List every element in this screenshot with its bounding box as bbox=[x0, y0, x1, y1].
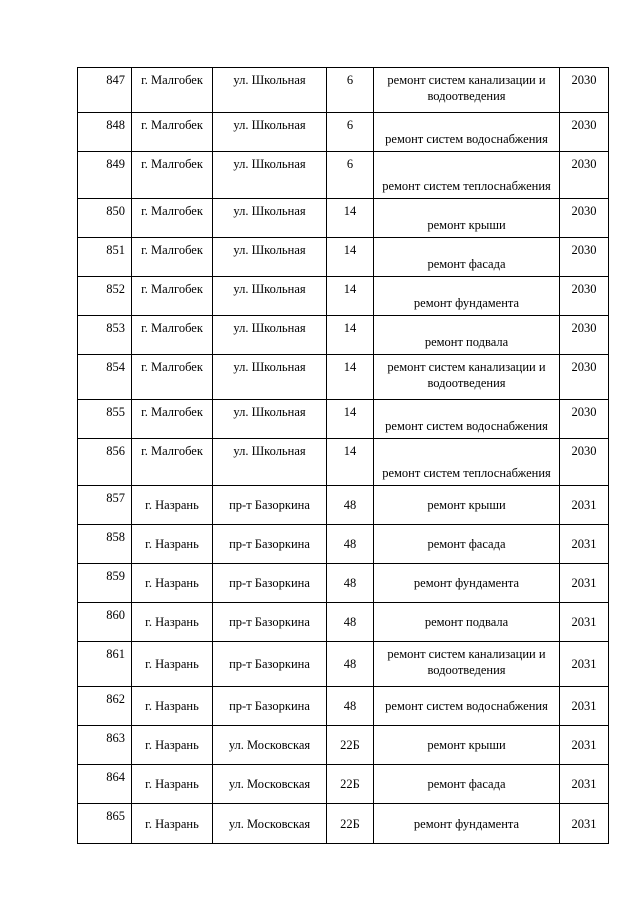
cell-house: 48 bbox=[327, 603, 374, 642]
cell-year: 2030 bbox=[560, 68, 609, 113]
cell-work: ремонт систем теплоснабжения bbox=[374, 439, 560, 486]
cell-number: 857 bbox=[78, 486, 132, 525]
cell-house: 14 bbox=[327, 439, 374, 486]
cell-work: ремонт фасада bbox=[374, 765, 560, 804]
cell-work: ремонт систем водоснабжения bbox=[374, 400, 560, 439]
cell-city: г. Малгобек bbox=[132, 238, 213, 277]
table-row bbox=[78, 400, 609, 439]
cell-work: ремонт крыши bbox=[374, 199, 560, 238]
cell-year: 2031 bbox=[560, 525, 609, 564]
table-row bbox=[78, 439, 609, 486]
table-row bbox=[78, 765, 609, 804]
cell-number: 865 bbox=[78, 804, 132, 844]
cell-year: 2031 bbox=[560, 687, 609, 726]
cell-year: 2030 bbox=[560, 316, 609, 355]
cell-work: ремонт подвала bbox=[374, 316, 560, 355]
cell-city: г. Малгобек bbox=[132, 355, 213, 400]
cell-work: ремонт систем теплоснабжения bbox=[374, 152, 560, 199]
cell-number: 862 bbox=[78, 687, 132, 726]
cell-house: 14 bbox=[327, 199, 374, 238]
cell-year: 2030 bbox=[560, 355, 609, 400]
cell-city: г. Малгобек bbox=[132, 316, 213, 355]
cell-house: 14 bbox=[327, 355, 374, 400]
cell-number: 851 bbox=[78, 238, 132, 277]
cell-street: ул. Школьная bbox=[213, 355, 327, 400]
table-body bbox=[78, 68, 609, 844]
cell-number: 855 bbox=[78, 400, 132, 439]
cell-number: 849 bbox=[78, 152, 132, 199]
table-row bbox=[78, 486, 609, 525]
cell-year: 2031 bbox=[560, 765, 609, 804]
cell-city: г. Малгобек bbox=[132, 68, 213, 113]
cell-work: ремонт фундамента bbox=[374, 564, 560, 603]
cell-year: 2030 bbox=[560, 439, 609, 486]
cell-street: ул. Московская bbox=[213, 804, 327, 844]
cell-house: 6 bbox=[327, 113, 374, 152]
cell-work: ремонт фасада bbox=[374, 238, 560, 277]
repair-schedule-table bbox=[77, 67, 609, 844]
table-row bbox=[78, 68, 609, 113]
cell-number: 863 bbox=[78, 726, 132, 765]
cell-house: 14 bbox=[327, 400, 374, 439]
cell-work: ремонт крыши bbox=[374, 726, 560, 765]
cell-house: 48 bbox=[327, 525, 374, 564]
cell-year: 2030 bbox=[560, 113, 609, 152]
cell-city: г. Назрань bbox=[132, 687, 213, 726]
cell-street: пр-т Базоркина bbox=[213, 486, 327, 525]
cell-street: пр-т Базоркина bbox=[213, 525, 327, 564]
cell-street: пр-т Базоркина bbox=[213, 642, 327, 687]
cell-city: г. Назрань bbox=[132, 564, 213, 603]
cell-street: ул. Школьная bbox=[213, 68, 327, 113]
cell-year: 2030 bbox=[560, 152, 609, 199]
cell-house: 14 bbox=[327, 277, 374, 316]
cell-year: 2030 bbox=[560, 277, 609, 316]
table-row bbox=[78, 603, 609, 642]
cell-street: ул. Школьная bbox=[213, 400, 327, 439]
cell-house: 14 bbox=[327, 316, 374, 355]
cell-city: г. Назрань bbox=[132, 765, 213, 804]
table-row bbox=[78, 642, 609, 687]
cell-work: ремонт систем канализации и водоотведения bbox=[374, 642, 560, 687]
cell-city: г. Малгобек bbox=[132, 439, 213, 486]
cell-year: 2030 bbox=[560, 400, 609, 439]
cell-street: пр-т Базоркина bbox=[213, 687, 327, 726]
cell-city: г. Малгобек bbox=[132, 277, 213, 316]
cell-city: г. Назрань bbox=[132, 486, 213, 525]
table-row bbox=[78, 199, 609, 238]
cell-street: ул. Школьная bbox=[213, 277, 327, 316]
table-row bbox=[78, 277, 609, 316]
cell-house: 6 bbox=[327, 68, 374, 113]
cell-city: г. Назрань bbox=[132, 804, 213, 844]
cell-house: 22Б bbox=[327, 726, 374, 765]
cell-number: 847 bbox=[78, 68, 132, 113]
cell-street: ул. Московская bbox=[213, 726, 327, 765]
cell-number: 860 bbox=[78, 603, 132, 642]
table-row bbox=[78, 726, 609, 765]
cell-city: г. Малгобек bbox=[132, 400, 213, 439]
cell-city: г. Назрань bbox=[132, 726, 213, 765]
table-row bbox=[78, 564, 609, 603]
cell-city: г. Малгобек bbox=[132, 199, 213, 238]
table-row bbox=[78, 113, 609, 152]
cell-street: ул. Школьная bbox=[213, 238, 327, 277]
cell-number: 858 bbox=[78, 525, 132, 564]
cell-year: 2031 bbox=[560, 642, 609, 687]
cell-work: ремонт систем канализации и водоотведения bbox=[374, 68, 560, 113]
table-row bbox=[78, 525, 609, 564]
cell-city: г. Назрань bbox=[132, 525, 213, 564]
cell-work: ремонт крыши bbox=[374, 486, 560, 525]
cell-house: 48 bbox=[327, 687, 374, 726]
cell-number: 861 bbox=[78, 642, 132, 687]
cell-work: ремонт подвала bbox=[374, 603, 560, 642]
cell-city: г. Назрань bbox=[132, 603, 213, 642]
cell-year: 2030 bbox=[560, 199, 609, 238]
cell-street: ул. Школьная bbox=[213, 199, 327, 238]
cell-house: 14 bbox=[327, 238, 374, 277]
cell-work: ремонт фундамента bbox=[374, 277, 560, 316]
cell-city: г. Назрань bbox=[132, 642, 213, 687]
cell-year: 2031 bbox=[560, 564, 609, 603]
cell-house: 48 bbox=[327, 564, 374, 603]
cell-street: пр-т Базоркина bbox=[213, 564, 327, 603]
cell-work: ремонт систем водоснабжения bbox=[374, 687, 560, 726]
table-row bbox=[78, 152, 609, 199]
cell-street: ул. Школьная bbox=[213, 439, 327, 486]
cell-work: ремонт фундамента bbox=[374, 804, 560, 844]
cell-number: 859 bbox=[78, 564, 132, 603]
cell-year: 2031 bbox=[560, 603, 609, 642]
cell-number: 853 bbox=[78, 316, 132, 355]
cell-house: 48 bbox=[327, 486, 374, 525]
cell-work: ремонт фасада bbox=[374, 525, 560, 564]
cell-number: 864 bbox=[78, 765, 132, 804]
cell-number: 848 bbox=[78, 113, 132, 152]
table-row bbox=[78, 238, 609, 277]
table-row bbox=[78, 316, 609, 355]
cell-number: 854 bbox=[78, 355, 132, 400]
cell-year: 2031 bbox=[560, 486, 609, 525]
cell-house: 22Б bbox=[327, 804, 374, 844]
cell-number: 856 bbox=[78, 439, 132, 486]
cell-house: 48 bbox=[327, 642, 374, 687]
cell-work: ремонт систем канализации и водоотведения bbox=[374, 355, 560, 400]
table-row bbox=[78, 355, 609, 400]
cell-city: г. Малгобек bbox=[132, 113, 213, 152]
cell-work: ремонт систем водоснабжения bbox=[374, 113, 560, 152]
cell-year: 2031 bbox=[560, 726, 609, 765]
table-row bbox=[78, 804, 609, 844]
cell-year: 2030 bbox=[560, 238, 609, 277]
cell-street: пр-т Базоркина bbox=[213, 603, 327, 642]
cell-number: 850 bbox=[78, 199, 132, 238]
cell-street: ул. Школьная bbox=[213, 113, 327, 152]
cell-street: ул. Школьная bbox=[213, 152, 327, 199]
table-row bbox=[78, 687, 609, 726]
cell-number: 852 bbox=[78, 277, 132, 316]
cell-house: 6 bbox=[327, 152, 374, 199]
cell-street: ул. Школьная bbox=[213, 316, 327, 355]
cell-year: 2031 bbox=[560, 804, 609, 844]
cell-city: г. Малгобек bbox=[132, 152, 213, 199]
cell-house: 22Б bbox=[327, 765, 374, 804]
cell-street: ул. Московская bbox=[213, 765, 327, 804]
